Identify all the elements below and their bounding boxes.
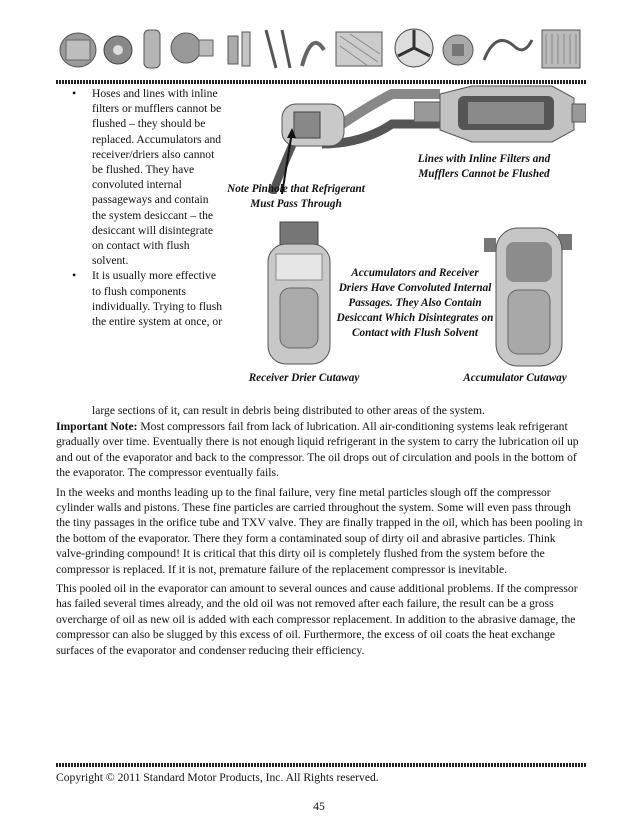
paragraph: This pooled oil in the evaporator can amount to several ounces and cause additional problems. If the compressor has failed several times already, and the old oil was not removed after each failure, the result can be a gross overcharge of oil as new oil is added with each compressor replacement. In addition to the abrasive damage, the compressor can also be slugged by this excess of oil. Furthermore, the excess of oil coats the heat exchange surfaces of the evaporator and condenser reducing their efficiency.	[56, 582, 578, 657]
footer-rule	[56, 763, 586, 767]
convoluted-passages-caption: Accumulators and Receiver Driers Have Convoluted Internal Passages. They Also Contain Desiccant Which Disintegrates on Contact with Flush Solvent	[336, 267, 494, 339]
bullet-continuation: large sections of it, can result in debris being distributed to other areas of the system.	[92, 404, 485, 417]
evaporator-icon	[542, 30, 580, 68]
harness-icon	[484, 40, 532, 60]
accumulator-caption: Accumulator Cutaway	[463, 372, 567, 384]
bullet-item: • Hoses and lines with inline filters or mufflers cannot be flushed – they should be replaced. Accumulators and receiver/driers also cannot be flushed. They have convoluted internal passageways and contain the system desiccant – the desiccant will disintegrate on contact with flush solvent.	[64, 86, 224, 268]
valve-icon	[228, 32, 250, 66]
clutch-icon	[104, 36, 132, 64]
pinhole-caption: Note Pinhole that Refrigerant Must Pass Through	[227, 183, 365, 210]
accumulator-photo	[480, 222, 576, 370]
receiver-drier-caption: Receiver Drier Cutaway	[248, 372, 360, 384]
paragraph: Important Note: Most compressors fail from lack of lubrication. All air-conditioning systems leak refrigerant gradually over time. Eventually there is not enough liquid refrigerant in the system to carry the lubrication oil up and out of the evaporator and back to the compressor. The oil drops out of circulation and pools in the bottom of the evaporator. The compressor eventually fails.	[56, 420, 579, 480]
inline-filters-caption: Lines with Inline Filters and Mufflers Cannot be Flushed	[417, 153, 551, 180]
paragraph: In the weeks and months leading up to the final failure, very fine metal particles slough off the compressor cylinder walls and pistons. These fine particles are carried throughout the system. Some will even pass through the tiny passages in the orifice tube and TXV valve. They are finally trapped in the oil, which has been pooling in the bottom of the evaporator. There they form a contaminated soup of dirty oil and abrasive particles. Think valve-grinding compound! It is critical that this dirty oil is completely flushed from the system before the compressor is replaced. If it is not, premature failure of the replacement compressor is inevitable.	[56, 485, 583, 576]
receiver-drier-photo	[262, 218, 338, 368]
hose-icon	[302, 43, 324, 66]
cooling-fan-icon	[395, 29, 433, 67]
drier-icon	[144, 30, 160, 68]
header-parts-strip	[56, 10, 586, 80]
page-number: 45	[313, 800, 325, 813]
body-text	[56, 419, 586, 662]
inline-filter-photo	[414, 84, 586, 154]
compressor-icon	[60, 33, 96, 67]
blower-motor-icon	[443, 35, 473, 65]
important-note-label: Important Note:	[56, 420, 138, 433]
condenser-icon	[336, 32, 382, 66]
fan-motor-icon	[171, 33, 213, 63]
copyright: Copyright © 2011 Standard Motor Products, Inc. All Rights reserved.	[56, 771, 379, 784]
bullet-item: • It is usually more effective to flush components individually. Trying to flush the entire system at once, or	[64, 268, 224, 329]
bullet-list	[64, 86, 224, 329]
switch-icon	[266, 30, 290, 68]
